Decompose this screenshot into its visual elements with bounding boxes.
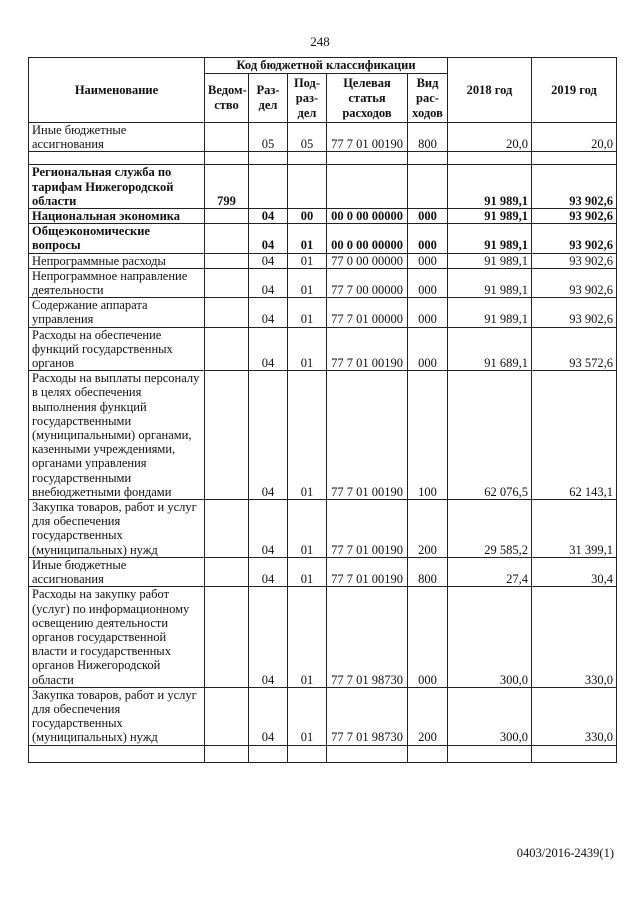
row-name: Расходы на выплаты персоналу в целях обеспечения выполнения функций государственными (муниципальными) органами, казенными учреждениями, органами управления государственными внебюджетными фондами [29, 371, 205, 500]
row-pr: 01 [288, 298, 327, 327]
row-csr: 77 7 00 00000 [327, 268, 408, 297]
row-2018: 91 989,1 [448, 268, 532, 297]
row-csr: 77 7 01 00190 [327, 123, 408, 152]
row-vr: 800 [408, 557, 448, 586]
row-csr: 00 0 00 00000 [327, 224, 408, 253]
row-rz: 05 [249, 123, 288, 152]
row-ved [205, 268, 249, 297]
table-row [29, 209, 617, 224]
row-rz: 04 [249, 253, 288, 268]
row-csr: 77 7 01 00190 [327, 500, 408, 558]
row-pr: 01 [288, 587, 327, 687]
row-ved [205, 298, 249, 327]
row-2019: 30,4 [532, 557, 617, 586]
table-row [29, 587, 617, 687]
row-pr: 00 [288, 209, 327, 224]
row-name: Непрограммные расходы [29, 253, 205, 268]
row-rz: 04 [249, 327, 288, 371]
row-vr: 000 [408, 587, 448, 687]
row-ved [205, 123, 249, 152]
row-name: Содержание аппарата управления [29, 298, 205, 327]
row-name: Иные бюджетные ассигнования [29, 123, 205, 152]
row-rz: 04 [249, 587, 288, 687]
table-row [29, 165, 617, 209]
row-2018: 91 989,1 [448, 209, 532, 224]
page-number: 248 [310, 34, 330, 49]
table-row [29, 224, 617, 253]
row-name: Закупка товаров, работ и услуг для обеспечения государственных (муниципальных) нужд [29, 687, 205, 745]
row-csr [327, 165, 408, 209]
row-2018: 20,0 [448, 123, 532, 152]
row-ved [205, 557, 249, 586]
row-name: Общеэкономические вопросы [29, 224, 205, 253]
header-vedomstvo: Ведом-ство [205, 74, 249, 123]
row-vr: 200 [408, 500, 448, 558]
row-rz: 04 [249, 224, 288, 253]
table-row [29, 253, 617, 268]
row-rz [249, 165, 288, 209]
row-2019: 20,0 [532, 123, 617, 152]
header-code-group: Код бюджетной классификации [205, 58, 448, 74]
table-row [29, 557, 617, 586]
spacer-row [29, 152, 617, 165]
table-row [29, 687, 617, 745]
row-csr: 77 7 01 00190 [327, 557, 408, 586]
table-row [29, 123, 617, 152]
row-ved [205, 587, 249, 687]
row-pr: 01 [288, 500, 327, 558]
row-2019: 31 399,1 [532, 500, 617, 558]
row-rz: 04 [249, 500, 288, 558]
row-2018: 62 076,5 [448, 371, 532, 500]
row-rz: 04 [249, 371, 288, 500]
row-csr: 77 7 01 98730 [327, 587, 408, 687]
row-pr: 01 [288, 371, 327, 500]
row-csr: 77 7 01 00000 [327, 298, 408, 327]
row-vr: 200 [408, 687, 448, 745]
header-vr: Вид рас-ходов [408, 74, 448, 123]
row-2019: 62 143,1 [532, 371, 617, 500]
row-2018: 91 989,1 [448, 253, 532, 268]
header-podrazdel: Под-раз-дел [288, 74, 327, 123]
row-vr: 000 [408, 268, 448, 297]
row-2018: 91 989,1 [448, 165, 532, 209]
row-vr: 000 [408, 298, 448, 327]
table-row [29, 500, 617, 558]
row-vr: 000 [408, 209, 448, 224]
row-2019: 93 572,6 [532, 327, 617, 371]
row-rz: 04 [249, 209, 288, 224]
row-csr: 77 7 01 00190 [327, 327, 408, 371]
row-ved [205, 500, 249, 558]
row-name: Региональная служба по тарифам Нижегородской области [29, 165, 205, 209]
header-2019: 2019 год [532, 58, 617, 123]
row-name: Закупка товаров, работ и услуг для обеспечения государственных (муниципальных) нужд [29, 500, 205, 558]
row-csr: 00 0 00 00000 [327, 209, 408, 224]
row-2018: 91 989,1 [448, 298, 532, 327]
row-vr: 000 [408, 327, 448, 371]
row-ved [205, 371, 249, 500]
row-name: Непрограммное направление деятельности [29, 268, 205, 297]
row-2018: 29 585,2 [448, 500, 532, 558]
row-vr [408, 165, 448, 209]
row-ved: 799 [205, 165, 249, 209]
row-ved [205, 224, 249, 253]
table-row [29, 371, 617, 500]
table-row [29, 298, 617, 327]
row-2018: 300,0 [448, 687, 532, 745]
row-vr: 800 [408, 123, 448, 152]
row-rz: 04 [249, 687, 288, 745]
document-code: 0403/2016-2439(1) [516, 846, 614, 860]
row-rz: 04 [249, 298, 288, 327]
header-2018: 2018 год [448, 58, 532, 123]
row-2018: 91 989,1 [448, 224, 532, 253]
row-2019: 93 902,6 [532, 298, 617, 327]
row-name: Расходы на обеспечение функций государственных органов [29, 327, 205, 371]
row-ved [205, 687, 249, 745]
row-2018: 300,0 [448, 587, 532, 687]
row-vr: 000 [408, 224, 448, 253]
row-name: Национальная экономика [29, 209, 205, 224]
row-ved [205, 253, 249, 268]
row-csr: 77 7 01 00190 [327, 371, 408, 500]
row-pr: 01 [288, 327, 327, 371]
row-csr: 77 7 01 98730 [327, 687, 408, 745]
row-2019: 93 902,6 [532, 165, 617, 209]
row-name: Расходы на закупку работ (услуг) по информационному освещению деятельности органов государственной власти и государственных органов Нижегородской области [29, 587, 205, 687]
table-row [29, 268, 617, 297]
row-pr: 01 [288, 268, 327, 297]
row-csr: 77 0 00 00000 [327, 253, 408, 268]
row-2019: 93 902,6 [532, 224, 617, 253]
budget-table [28, 57, 617, 763]
row-ved [205, 209, 249, 224]
row-rz: 04 [249, 268, 288, 297]
row-2019: 330,0 [532, 687, 617, 745]
spacer-row [29, 745, 617, 762]
row-rz: 04 [249, 557, 288, 586]
row-pr [288, 165, 327, 209]
header-csr: Целевая статья расходов [327, 74, 408, 123]
header-razdel: Раз-дел [249, 74, 288, 123]
row-pr: 05 [288, 123, 327, 152]
row-ved [205, 327, 249, 371]
row-2019: 330,0 [532, 587, 617, 687]
header-name: Наименование [29, 58, 205, 123]
row-2018: 27,4 [448, 557, 532, 586]
row-pr: 01 [288, 557, 327, 586]
row-pr: 01 [288, 253, 327, 268]
row-pr: 01 [288, 687, 327, 745]
row-2018: 91 689,1 [448, 327, 532, 371]
table-row [29, 327, 617, 371]
row-2019: 93 902,6 [532, 253, 617, 268]
row-pr: 01 [288, 224, 327, 253]
row-name: Иные бюджетные ассигнования [29, 557, 205, 586]
row-2019: 93 902,6 [532, 268, 617, 297]
row-2019: 93 902,6 [532, 209, 617, 224]
row-vr: 100 [408, 371, 448, 500]
row-vr: 000 [408, 253, 448, 268]
